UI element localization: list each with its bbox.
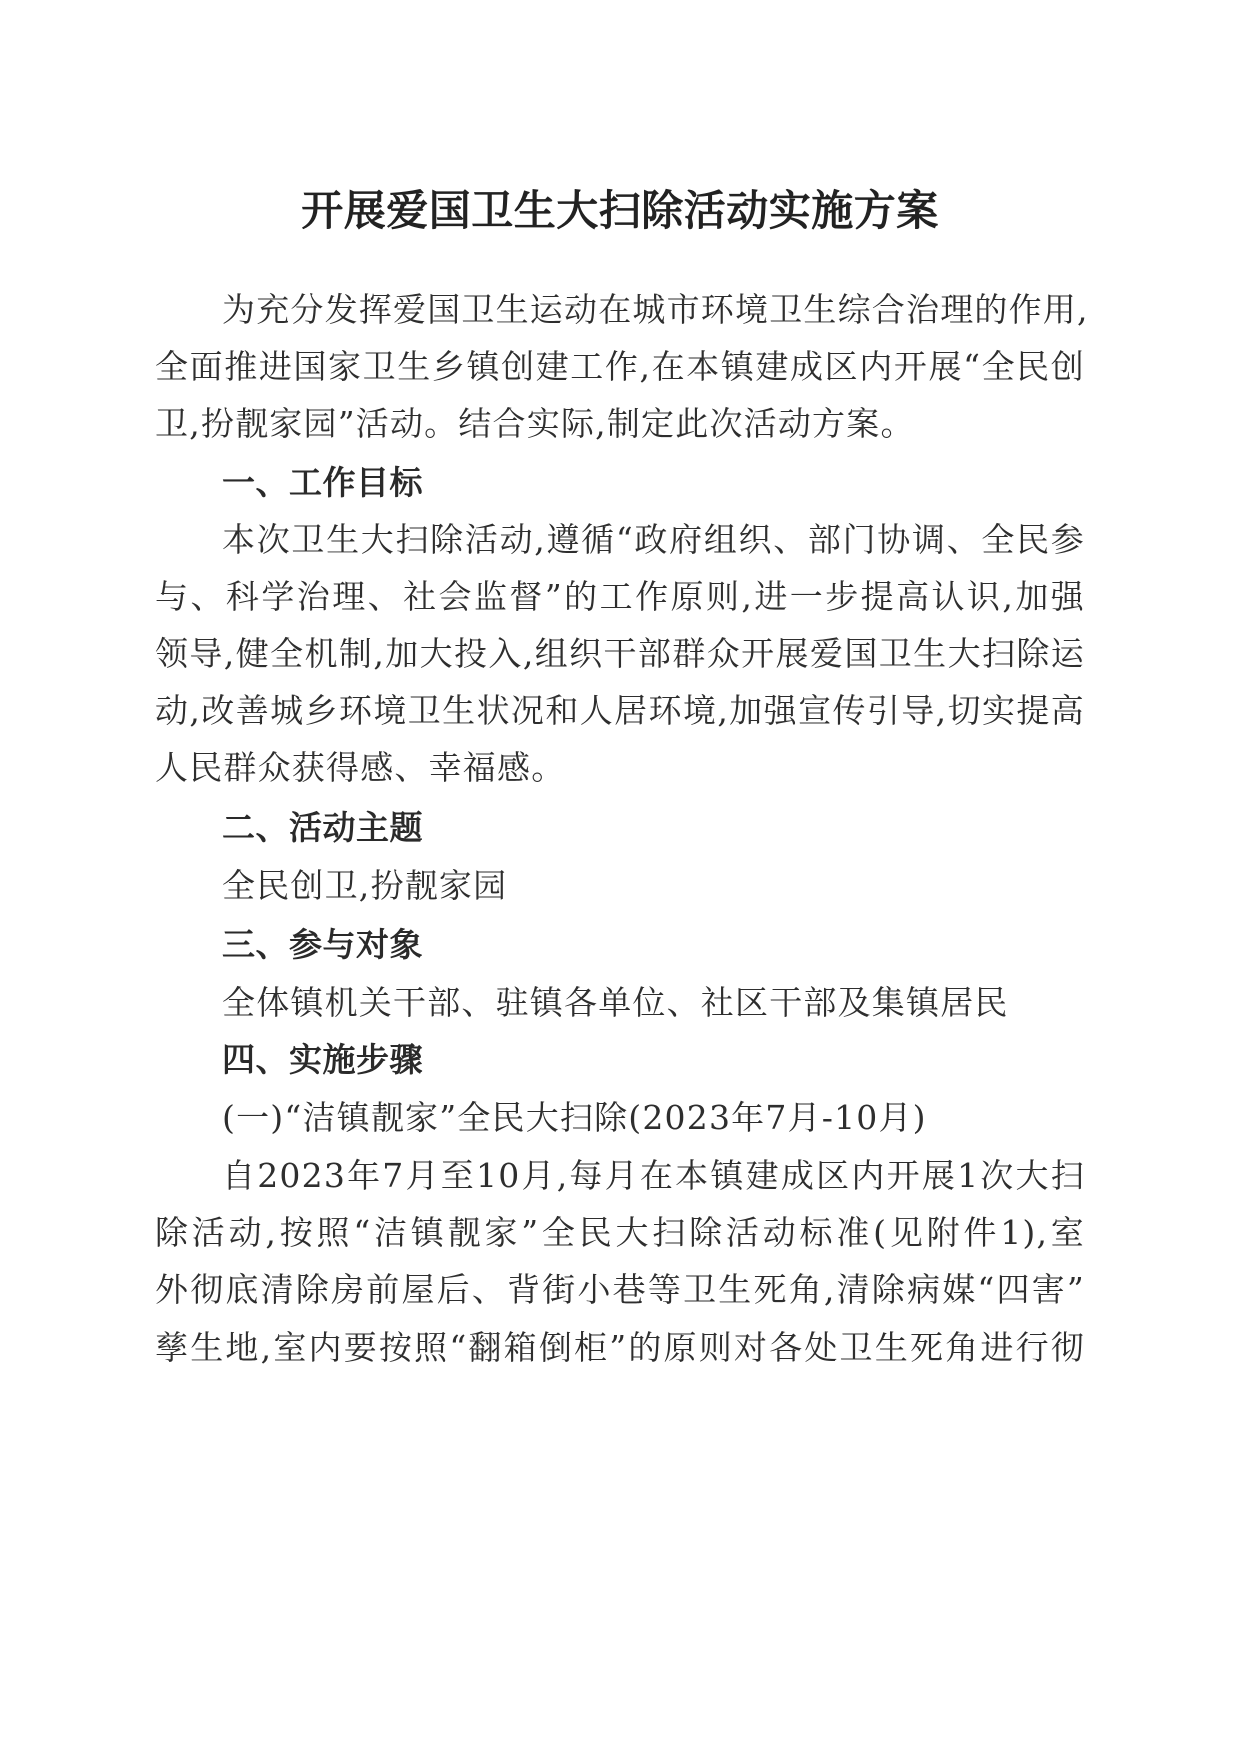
paragraph-line: 人民群众获得感、幸福感。 xyxy=(155,748,566,787)
paragraph-line: 本次卫生大扫除活动,遵循“政府组织、部门协调、全民参 xyxy=(222,520,1085,559)
paragraph-line: 为充分发挥爱国卫生运动在城市环境卫生综合治理的作用, xyxy=(222,290,1089,329)
paragraph-line: 动,改善城乡环境卫生状况和人居环境,加强宣传引导,切实提高 xyxy=(155,691,1085,730)
paragraph-line: 全体镇机关干部、驻镇各单位、社区干部及集镇居民 xyxy=(222,983,1009,1022)
paragraph-line: 领导,健全机制,加大投入,组织干部群众开展爱国卫生大扫除运 xyxy=(155,634,1085,673)
paragraph-line: 全民创卫,扮靓家园 xyxy=(222,866,508,905)
paragraph-line: 全面推进国家卫生乡镇创建工作,在本镇建成区内开展“全民创 xyxy=(155,347,1085,386)
paragraph-line: 除活动,按照“洁镇靓家”全民大扫除活动标准(见附件1),室 xyxy=(155,1213,1085,1252)
section-heading-theme: 二、活动主题 xyxy=(222,808,423,847)
section-heading-participants: 三、参与对象 xyxy=(222,925,423,964)
subsection-heading: (一)“洁镇靓家”全民大扫除(2023年7月-10月) xyxy=(222,1098,927,1137)
paragraph-line: 与、科学治理、社会监督”的工作原则,进一步提高认识,加强 xyxy=(155,577,1085,616)
paragraph-line: 卫,扮靓家园”活动。结合实际,制定此次活动方案。 xyxy=(155,404,915,443)
paragraph-line: 孳生地,室内要按照“翻箱倒柜”的原则对各处卫生死角进行彻 xyxy=(155,1328,1085,1367)
section-heading-goals: 一、工作目标 xyxy=(222,463,423,502)
paragraph-line: 外彻底清除房前屋后、背街小巷等卫生死角,清除病媒“四害” xyxy=(155,1270,1085,1309)
document-title: 开展爱国卫生大扫除活动实施方案 xyxy=(301,186,939,235)
paragraph-line: 自2023年7月至10月,每月在本镇建成区内开展1次大扫 xyxy=(222,1156,1085,1195)
section-heading-steps: 四、实施步骤 xyxy=(222,1040,423,1079)
